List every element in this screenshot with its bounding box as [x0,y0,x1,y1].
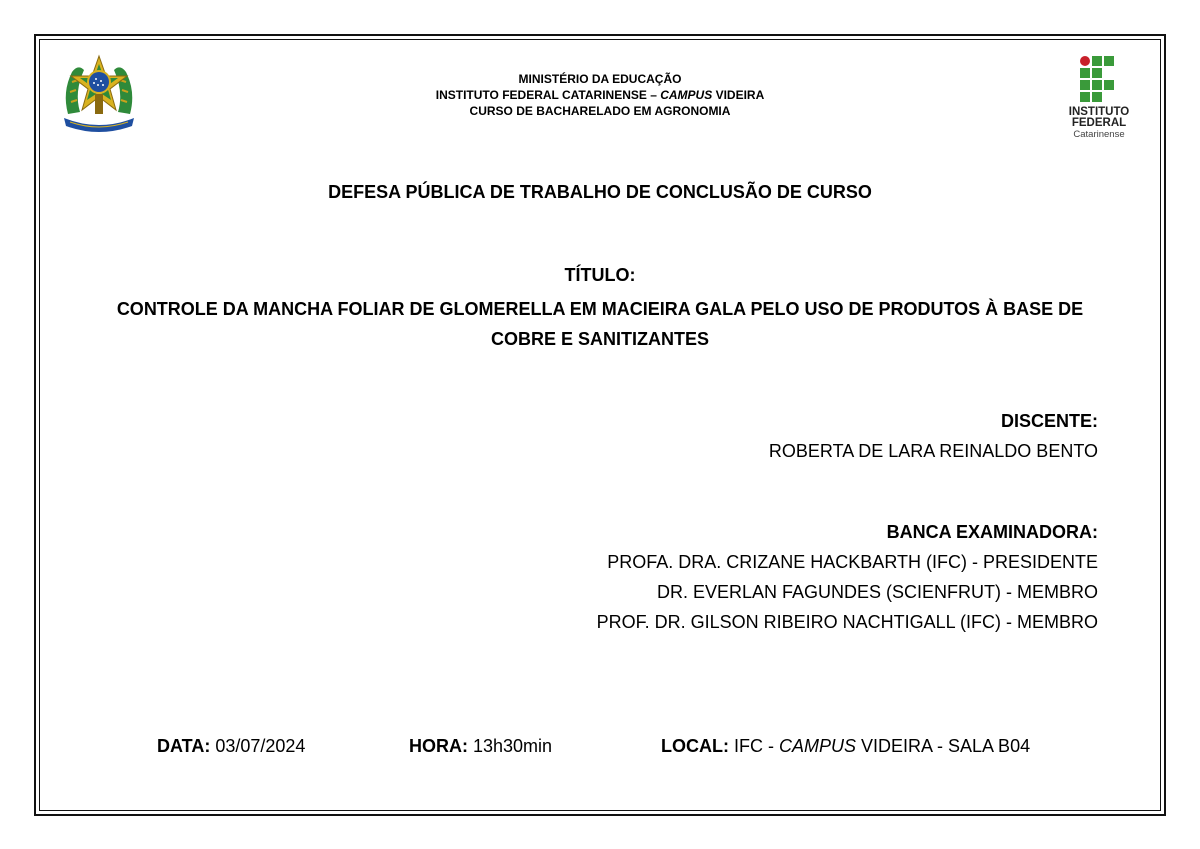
banca-section [398,517,1098,637]
time-value: 13h30min [468,736,553,756]
ifc-logo-square-icon [1080,80,1090,90]
footer-location [661,736,1030,757]
ifc-logo-square-icon [1104,56,1114,66]
ifc-logo-square-icon [1092,68,1102,78]
header-institute-prefix: INSTITUTO FEDERAL CATARINENSE – [435,88,661,102]
footer-time [409,736,552,757]
header-campus-italic: CAMPUS [660,88,713,102]
discente-label: DISCENTE: [1000,411,1098,431]
date-value: 03/07/2024 [210,736,306,756]
header-course: CURSO DE BACHARELADO EM AGRONOMIA [469,104,731,118]
banca-member: DR. EVERLAN FAGUNDES (SCIENFRUT) - MEMBRO [656,582,1098,602]
thesis-title: CONTROLE DA MANCHA FOLIAR DE GLOMERELLA EM MACIEIRA GALA PELO USO DE PRODUTOS À BASE DE COBRE E SANITIZANTES [116,299,1084,349]
ifc-logo-square-icon [1092,56,1102,66]
ifc-logo-line3: Catarinense [1073,129,1125,140]
footer-date [157,736,305,757]
ifc-logo-line2: FEDERAL [1071,117,1127,129]
ifc-logo-dot-icon [1080,56,1090,66]
discente-section [398,406,1098,466]
time-label: HORA: [409,736,468,756]
location-prefix: IFC - [728,736,779,756]
ifc-logo [1056,54,1142,144]
banca-member: PROF. DR. GILSON RIBEIRO NACHTIGALL (IFC) - MEMBRO [596,612,1098,632]
ifc-logo-square-icon [1080,68,1090,78]
header-institute-suffix: VIDEIRA [712,88,765,102]
ifc-logo-line1: INSTITUTO [1068,106,1130,118]
brazil-coat-of-arms-icon [58,52,140,136]
discente-name: ROBERTA DE LARA REINALDO BENTO [768,441,1098,461]
ifc-logo-square-icon [1092,80,1102,90]
institution-header [300,71,900,119]
ifc-logo-square-icon [1104,80,1114,90]
location-campus-italic: CAMPUS [778,736,856,756]
date-label: DATA: [157,736,211,756]
ifc-logo-square-icon [1080,92,1090,102]
location-label: LOCAL: [661,736,729,756]
header-institute [300,87,900,103]
document-title: DEFESA PÚBLICA DE TRABALHO DE CONCLUSÃO DE CURSO [328,182,872,202]
banca-member: PROFA. DRA. CRIZANE HACKBARTH (IFC) - PRESIDENTE [607,552,1098,572]
titulo-label: TÍTULO: [564,265,636,285]
header-ministry: MINISTÉRIO DA EDUCAÇÃO [518,72,682,86]
location-suffix: VIDEIRA - SALA B04 [856,736,1031,756]
ifc-logo-square-icon [1092,92,1102,102]
banca-label: BANCA EXAMINADORA: [886,522,1098,542]
